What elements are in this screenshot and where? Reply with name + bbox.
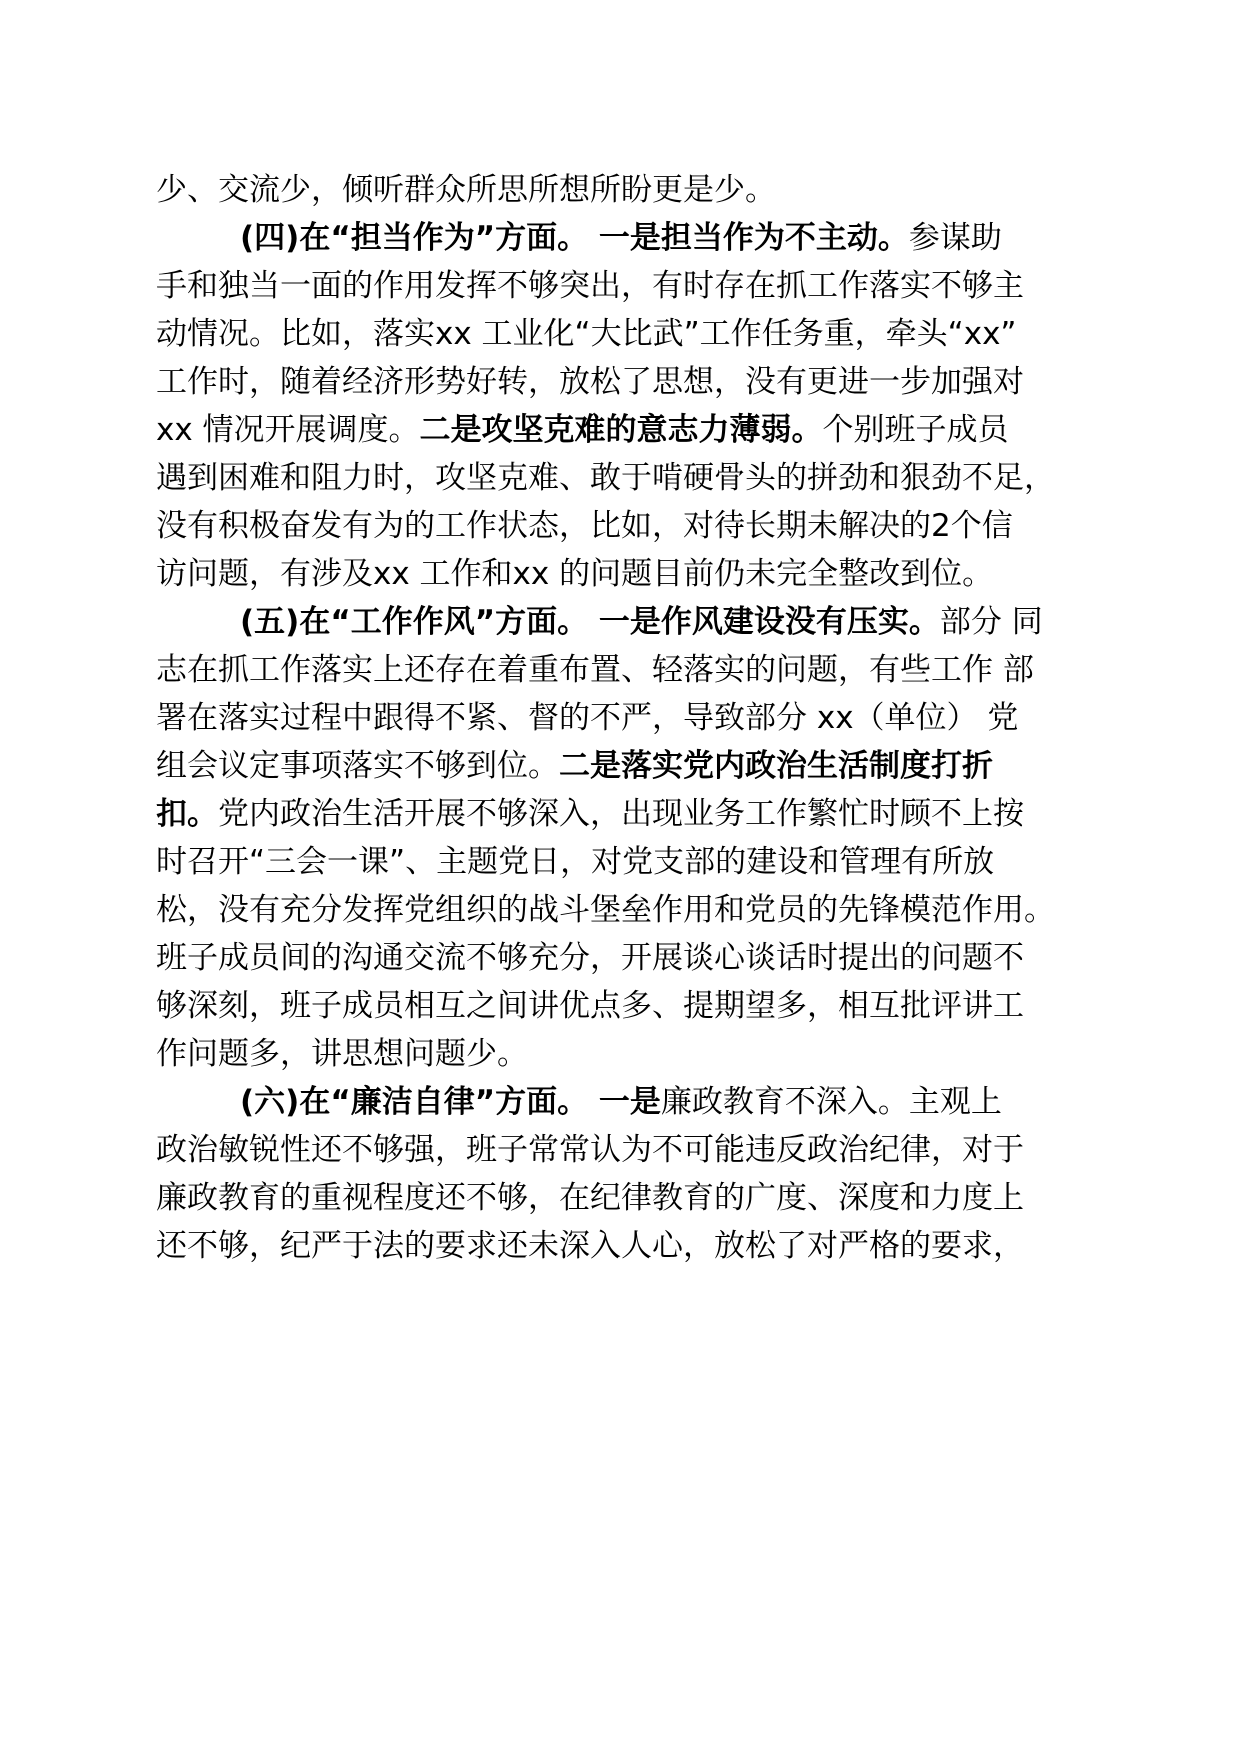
text-segment: 政治敏锐性还不够强，班子常常认为不可能违反政治纪律，对于 — [156, 1132, 1024, 1168]
text-segment: 廉政教育的重视程度还不够，在纪律教育的广度、深度和力度上 — [156, 1180, 1024, 1216]
text-segment: 遇到困难和阻力时，攻坚克难、敢于啃硬骨头的拼劲和狠劲不足， — [156, 460, 1055, 496]
text-segment: 工作时，随着经济形势好转，放松了思想，没有更进一步加 — [156, 364, 962, 400]
bold-text-segment: 二是攻坚克难的意志力薄弱。 — [419, 412, 823, 448]
body-text-line — [156, 266, 1024, 306]
body-text-line — [156, 458, 1055, 498]
body-text-line — [156, 170, 776, 210]
bold-text-segment: 扣。 — [156, 796, 218, 832]
text-segment: 署在落实过程中跟得不紧、督的不严，导致部分 xx（单位） 党 — [156, 700, 1019, 736]
text-segment: 党内政治生活开展不够深入，出现业务工作繁忙时顾不上按 — [218, 796, 1024, 832]
body-text-line — [156, 362, 1024, 402]
text-segment: 廉政教育不深入。主观上 — [660, 1084, 1002, 1120]
body-text-line — [156, 1130, 1024, 1170]
text-segment: 时召开“三会一课”、主题党日，对党支部的建设和管理有所放 — [156, 844, 995, 880]
body-text-line — [156, 794, 1024, 834]
body-text-line — [156, 506, 1013, 546]
text-segment: 松，没有充分发挥党组织的战斗堡垒作用和党员的先锋模范作用。 — [156, 892, 1055, 928]
text-segment: 手和独当一面的作用发挥不够突出，有时存在抓工作落实不够主 — [156, 268, 1024, 304]
body-text-line — [156, 986, 1024, 1026]
text-segment: 部分 同 — [939, 604, 1043, 640]
text-segment: 个别班子成员 — [822, 412, 1009, 448]
body-text-line — [156, 554, 993, 594]
body-text-line — [156, 410, 1009, 450]
bold-text-segment: (四)在“担当作为”方面。 一是担当作为不主动。 — [240, 220, 909, 256]
body-text-line — [156, 842, 994, 882]
text-segment: 还不够，纪严于法的要求还未深入人心，放松了对严格的要求， — [156, 1228, 1024, 1264]
text-segment: 够深刻，班子成员相互之间讲优点多、提期望多，相互批评讲工 — [156, 988, 1024, 1024]
body-text-line — [156, 890, 1055, 930]
body-text-line — [156, 1226, 1024, 1266]
text-segment: 组会议定事项落实不够到位。 — [156, 748, 559, 784]
text-segment: 强对 — [962, 364, 1024, 400]
body-text-line — [156, 650, 1034, 690]
body-text-line — [156, 698, 1018, 738]
text-segment: 少、交流少，倾听群众所思所想所盼更是少。 — [156, 172, 776, 208]
body-text-line — [156, 1034, 528, 1074]
section-heading-line — [240, 1082, 1002, 1122]
bold-text-segment: (五)在“工作作风”方面。 一是作风建设没有压实。 — [240, 604, 940, 640]
text-segment: 志在抓工作落实上还存在着重布置、轻落实的问题，有些工作 部 — [156, 652, 1034, 688]
text-segment: xx 情况开展调度。 — [156, 412, 420, 448]
text-segment: 没有积极奋发有为的工作状态，比如，对待长期未解决的2个信 — [156, 508, 1013, 544]
body-text-line — [156, 938, 1024, 978]
text-segment: 参谋助 — [908, 220, 1002, 256]
body-text-line — [156, 314, 1016, 354]
text-segment: 班子成员间的沟通交流不够充分，开展谈心谈话时提出的问题不 — [156, 940, 1024, 976]
section-heading-line — [240, 218, 1002, 258]
text-segment: 作问题多，讲思想问题少。 — [156, 1036, 528, 1072]
bold-text-segment: (六)在“廉洁自律”方面。 一是 — [240, 1084, 661, 1120]
text-segment: 访问题，有涉及xx 工作和xx 的问题目前仍未完全整改到位。 — [156, 556, 994, 592]
section-heading-line — [240, 602, 1043, 642]
text-segment: 动情况。比如，落实xx 工业化“大比武”工作任务重，牵头“xx” — [156, 316, 1017, 352]
body-text-line — [156, 746, 993, 786]
bold-text-segment: 二是落实党内政治生活制度打折 — [559, 748, 993, 784]
body-text-line — [156, 1178, 1024, 1218]
